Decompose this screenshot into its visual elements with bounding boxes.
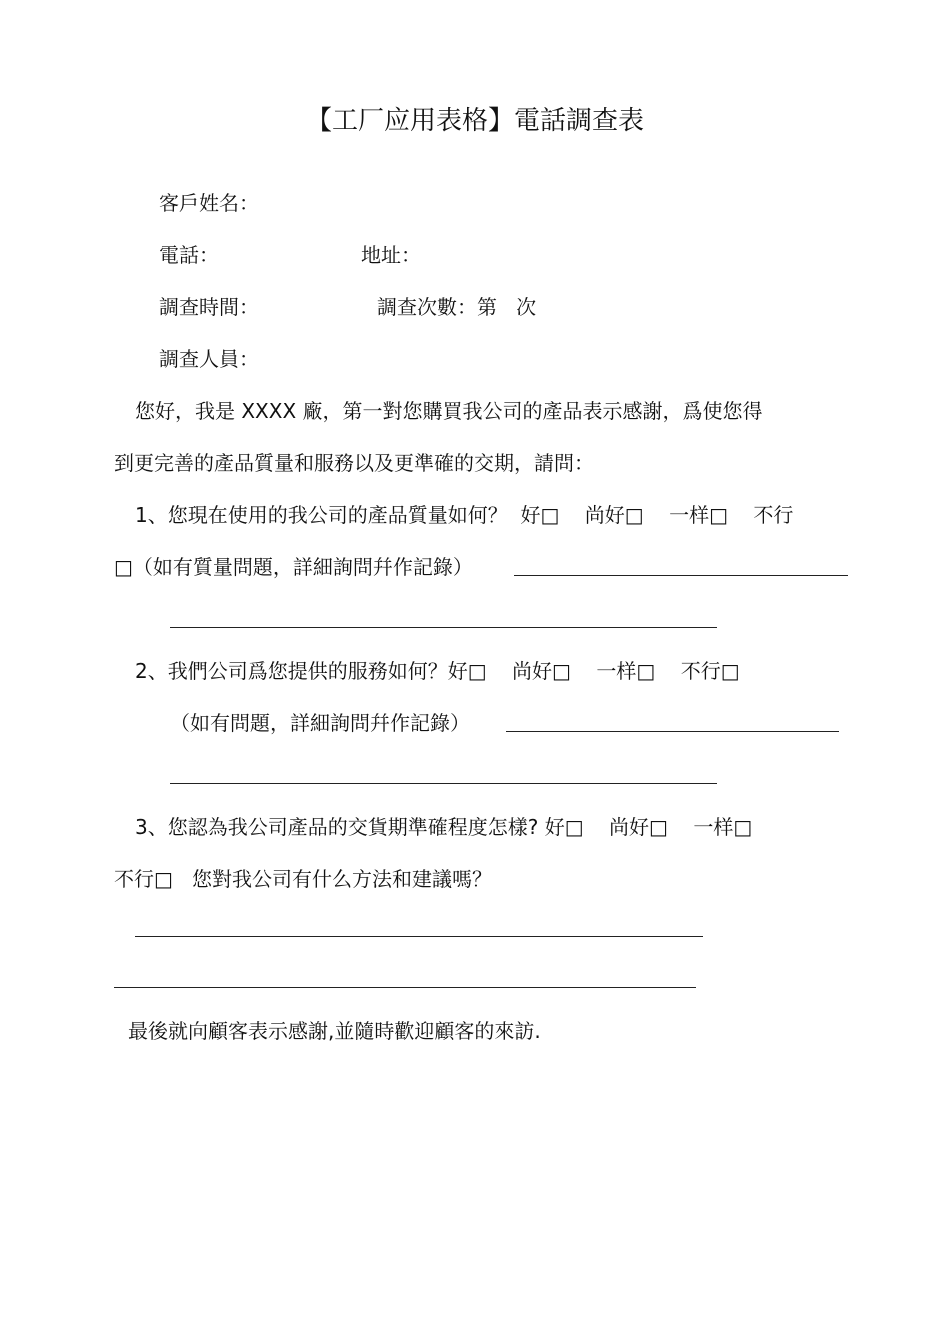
answer-line [135,936,703,937]
survey-time-label: 調查時間： [159,295,259,319]
surveyor-label: 調查人員： [159,347,259,371]
intro-line-2: 到更完善的產品質量和服務以及更準確的交期，請問： [114,451,594,475]
question-1-line-1: 1、您現在使用的我公司的產品質量如何？ 好□ 尚好□ 一样□ 不行 [135,503,794,527]
answer-line [170,627,717,628]
question-3-line-2: 不行□ 您對我公司有什么方法和建議嗎？ [114,867,492,891]
question-1-line-2: □（如有質量問題，詳細詢問幷作記錄） [114,555,473,579]
question-3-line-1: 3、您認為我公司產品的交貨期準確程度怎樣? 好□ 尚好□ 一样□ [135,815,753,839]
page-title: 【工厂应用表格】電話調查表 [305,106,644,136]
closing-text: 最後就向顧客表示感謝,並隨時歡迎顧客的來訪. [128,1019,541,1043]
customer-name-label: 客戶姓名： [159,191,259,215]
intro-line-1: 您好，我是 XXXX 廠，第一對您購買我公司的產品表示感謝，爲使您得 [135,399,763,423]
answer-line [114,987,696,988]
question-2-line-1: 2、我們公司爲您提供的服務如何？好□ 尚好□ 一样□ 不行□ [135,659,740,683]
address-label: 地址： [361,243,421,267]
phone-label: 電話： [159,243,219,267]
question-2-line-2: （如有問題，詳細詢問幷作記錄） [170,711,470,735]
answer-line [170,783,717,784]
answer-line [506,731,839,732]
answer-line [514,575,848,576]
survey-count-label: 調查次數：第 次 [377,295,537,319]
